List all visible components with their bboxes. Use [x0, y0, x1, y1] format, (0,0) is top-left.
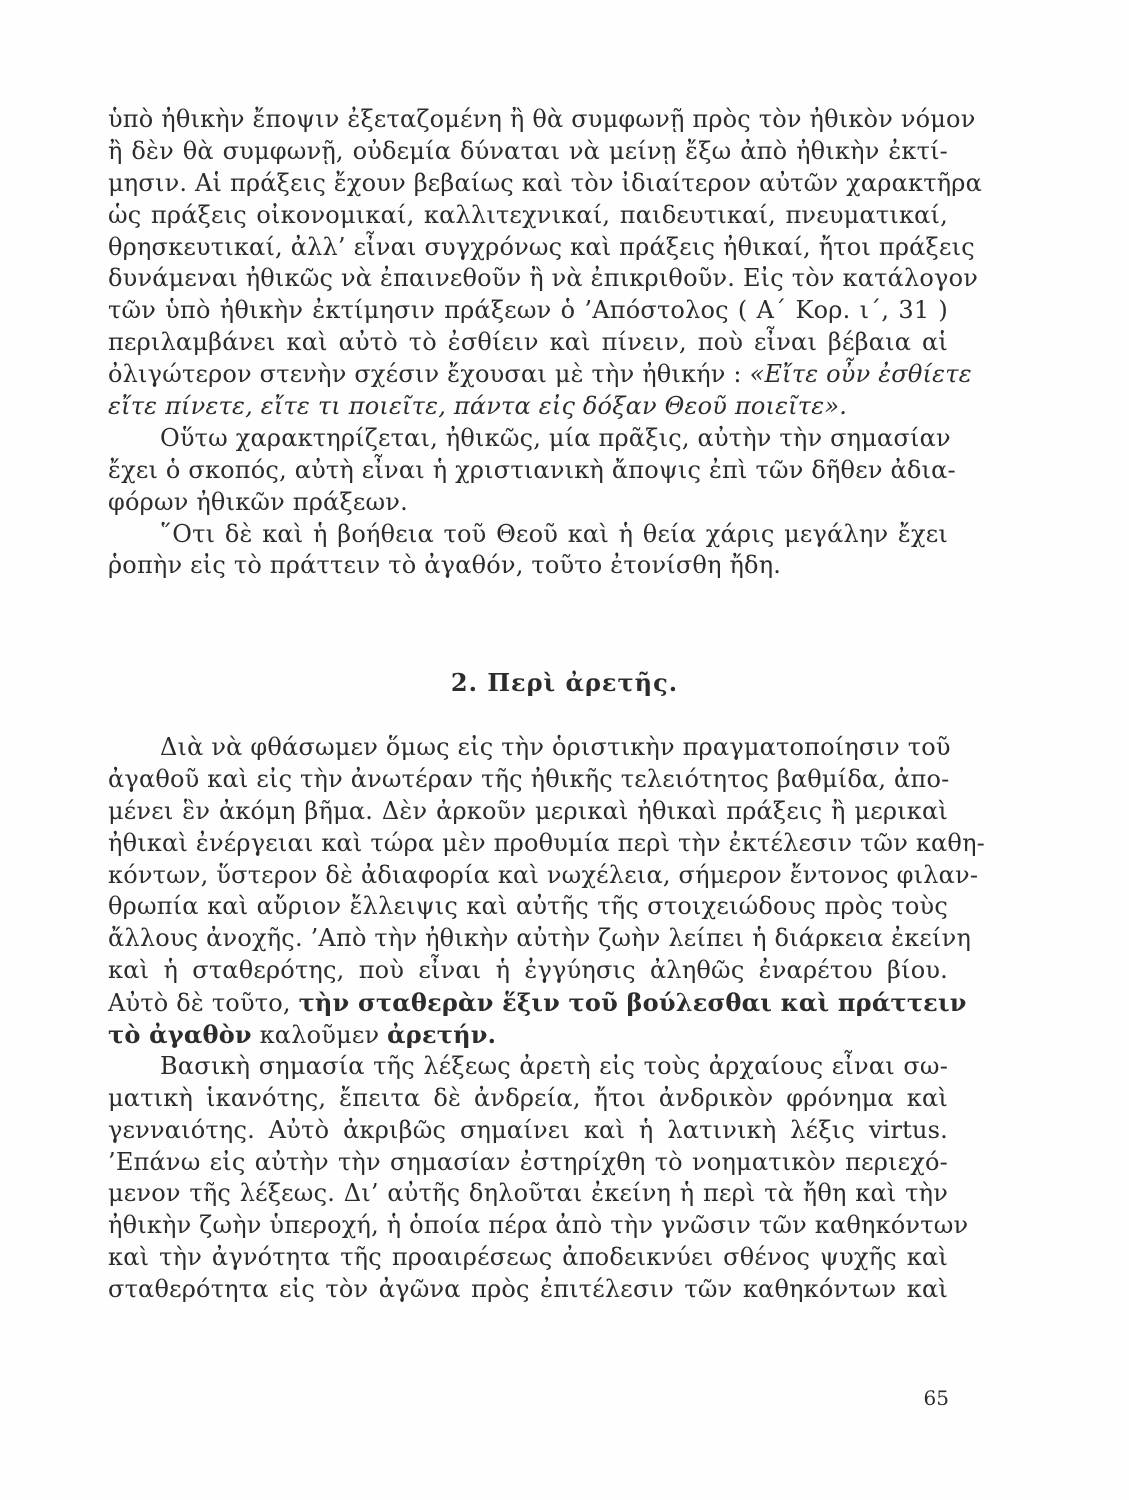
emphasized-definition: τὴν σταθερὰν ἕξιν τοῦ βούλεσθαι καὶ πράττειν — [298, 988, 967, 1018]
text-line: Διὰ νὰ φθάσωμεν ὅμως εἰς τὴν ὁριστικὴν πραγματοποίησιν τοῦ — [160, 733, 951, 761]
text-line: σταθερότητα εἰς τὸν ἀγῶνα πρὸς ἐπιτέλεσιν τῶν καθηκόντων καὶ — [108, 1275, 948, 1304]
section-heading: 2. Περὶ ἀρετῆς. — [450, 668, 679, 697]
section-2-text — [108, 732, 985, 1306]
definition-line — [108, 987, 967, 1019]
text-line: καὶ τὴν ἀγνότητα τῆς προαιρέσεως ἀποδεικνύει σθένος ψυχῆς καὶ — [108, 1243, 948, 1272]
text-line: ματικὴ ἱκανότης, ἔπειτα δὲ ἀνδρεία, ἤτοι ἀνδρικὸν φρόνημα καὶ — [108, 1083, 948, 1112]
text-line: ἔχει ὁ σκοπός, αὐτὴ εἶναι ἡ χριστιανικὴ ἄποψις ἐπὶ τῶν δῆθεν ἀδια- — [108, 455, 956, 484]
text-line: τῶν ὑπὸ ἠθικὴν ἐκτίμησιν πράξεων ὁ ’Απόστολος ( Α΄ Κορ. ι΄, 31 ) — [108, 296, 948, 325]
text-segment: Αὐτὸ δὲ τοῦτο, — [108, 989, 291, 1018]
text-line: μενον τῆς λέξεως. Δι’ αὐτῆς δηλοῦται ἐκείνη ἡ περὶ τὰ ἤθη καὶ τὴν — [108, 1179, 948, 1208]
page-number: 65 — [923, 1386, 949, 1410]
scripture-quote-line: εἴτε πίνετε, εἴτε τι ποιεῖτε, πάντα εἰς δόξαν Θεοῦ ποιεῖτε». — [108, 392, 848, 421]
text-line: ἠθικαὶ ἐνέργειαι καὶ τώρα μὲν προθυμία περὶ τὴν ἐκτέλεσιν τῶν καθη- — [108, 828, 985, 857]
text-line: ἠθικὴν ζωὴν ὑπεροχή, ἡ ὁποία πέρα ἀπὸ τὴν γνῶσιν τῶν καθηκόντων — [108, 1211, 969, 1240]
definition-line — [108, 1019, 948, 1051]
text-line: ὡς πράξεις οἰκονομικαί, καλλιτεχνικαί, παιδευτικαί, πνευματικαί, — [108, 200, 948, 229]
text-line: θρωπία καὶ αὔριον ἔλλειψις καὶ αὐτῆς τῆς στοιχειώδους πρὸς τοὺς — [108, 892, 948, 921]
text-line: ’Επάνω εἰς αὐτὴν τὴν σημασίαν ἐστηρίχθη τὸ νοηματικὸν περιεχό- — [108, 1147, 948, 1176]
text-line: ὑπὸ ἠθικὴν ἔποψιν ἐξεταζομένη ἢ θὰ συμφωνῇ πρὸς τὸν ἠθικὸν νόμον — [108, 105, 976, 133]
text-line: δυνάμεναι ἠθικῶς νὰ ἐπαινεθοῦν ἢ νὰ ἐπικριθοῦν. Εἰς τὸν κατάλογον — [108, 264, 979, 293]
emphasized-term: ἀρετήν. — [387, 1020, 497, 1050]
text-line: μησιν. Αἱ πράξεις ἔχουν βεβαίως καὶ τὸν ἰδιαίτερον αὐτῶν χαρακτῆρα — [108, 168, 983, 197]
text-line: ἢ δὲν θὰ συμφωνῇ, οὐδεμία δύναται νὰ μείνῃ ἔξω ἀπὸ ἠθικὴν ἐκτί- — [108, 136, 948, 165]
section-1-text — [108, 104, 983, 582]
text-line: θρησκευτικαί, ἀλλ’ εἶναι συγχρόνως καὶ πράξεις ἠθικαί, ἤτοι πράξεις — [108, 232, 975, 261]
text-line: μένει ἓν ἀκόμη βῆμα. Δὲν ἀρκοῦν μερικαὶ ἠθικαὶ πράξεις ἢ μερικαὶ — [108, 796, 948, 825]
text-segment: καλοῦμεν — [259, 1021, 380, 1050]
text-line: ἀγαθοῦ καὶ εἰς τὴν ἀνωτέραν τῆς ἠθικῆς τελειότητος βαθμίδα, ἀπο- — [108, 764, 950, 793]
text-segment: ὀλιγώτερον στενὴν σχέσιν ἔχουσαι μὲ τὴν ἠθικήν : — [108, 360, 742, 389]
text-line: ῞Οτι δὲ καὶ ἡ βοήθεια τοῦ Θεοῦ καὶ ἡ θεία χάρις μεγάλην ἔχει — [160, 519, 948, 548]
text-line-with-quote — [108, 359, 972, 391]
text-line: φόρων ἠθικῶν πράξεων. — [108, 487, 408, 516]
text-line: Οὕτω χαρακτηρίζεται, ἠθικῶς, μία πρᾶξις, αὐτὴν τὴν σημασίαν — [160, 423, 951, 452]
text-line: ἄλλους ἀνοχῆς. ’Απὸ τὴν ἠθικὴν αὐτὴν ζωὴν λείπει ἡ διάρκεια ἐκείνη — [108, 924, 972, 953]
text-line: περιλαμβάνει καὶ αὐτὸ τὸ ἐσθίειν καὶ πίνειν, ποὺ εἶναι βέβαια αἱ — [108, 328, 948, 357]
scripture-quote: «Εἴτε οὖν ἐσθίετε — [749, 360, 972, 389]
text-line: γενναιότης. Αὐτὸ ἀκριβῶς σημαίνει καὶ ἡ λατινικὴ λέξις virtus. — [108, 1115, 948, 1144]
text-line: Βασικὴ σημασία τῆς λέξεως ἀρετὴ εἰς τοὺς ἀρχαίους εἶναι σω- — [160, 1051, 948, 1080]
text-line: κόντων, ὕστερον δὲ ἀδιαφορία καὶ νωχέλεια, σήμερον ἔντονος φιλαν- — [108, 860, 979, 889]
text-line: καὶ ἡ σταθερότης, ποὺ εἶναι ἡ ἐγγύησις ἀληθῶς ἐναρέτου βίου. — [108, 956, 948, 985]
text-line: ῥοπὴν εἰς τὸ πράττειν τὸ ἀγαθόν, τοῦτο ἐτονίσθη ἤδη. — [108, 551, 782, 580]
emphasized-definition: τὸ ἀγαθὸν — [108, 1020, 252, 1050]
